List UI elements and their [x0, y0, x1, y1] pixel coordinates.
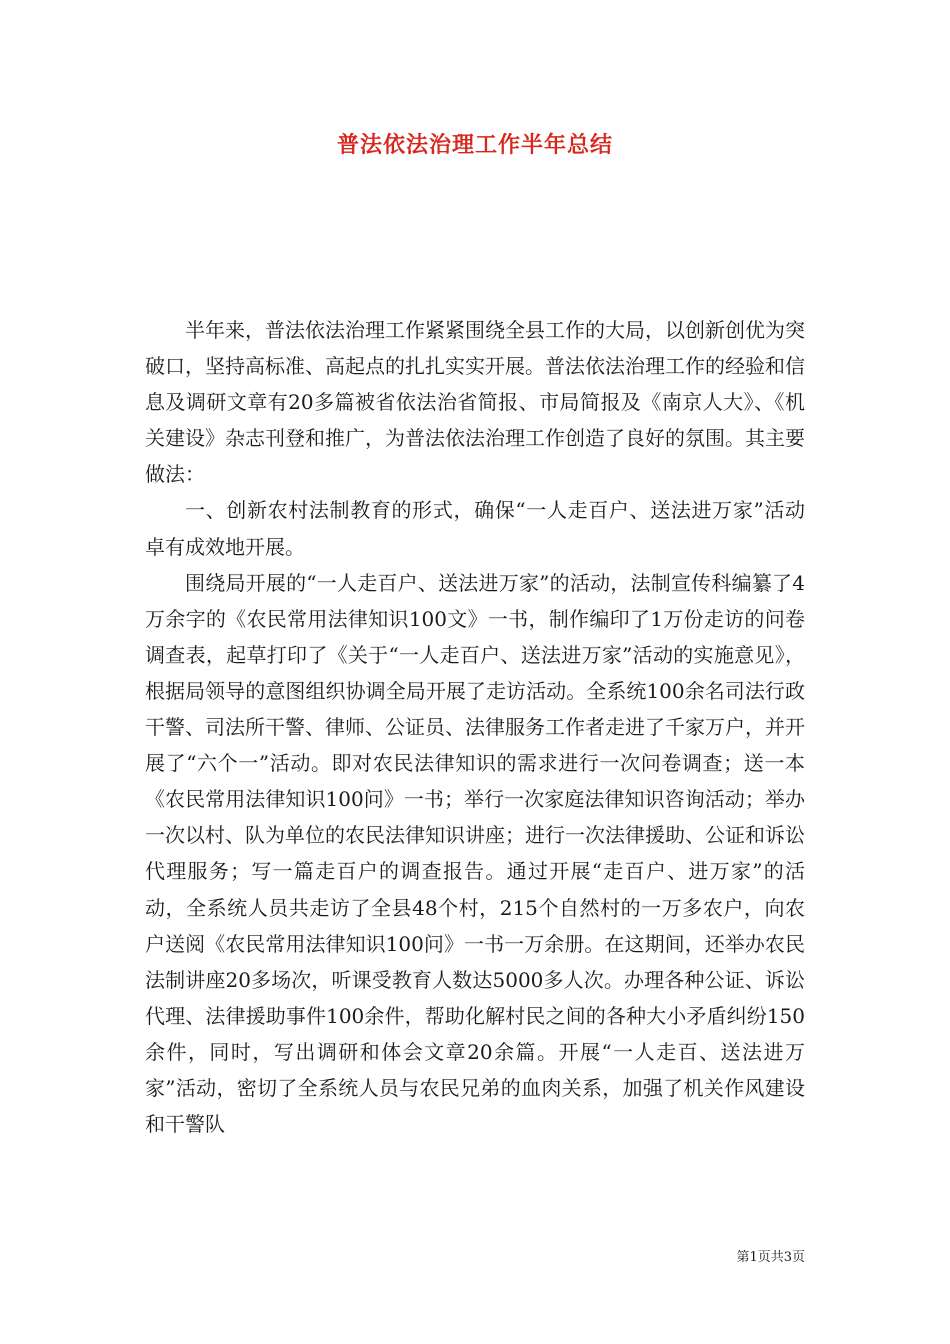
- page-number: 第1页共3页: [736, 1250, 805, 1265]
- document-body: [145, 312, 805, 1142]
- document-title: 普法依法治理工作半年总结: [336, 133, 613, 158]
- paragraph-details: 围绕局开展的“一人走百户、送法进万家”的活动，法制宣传科编纂了4万余字的《农民常用法律知识100文》一书，制作编印了1万份走访的问卷调查表，起草打印了《关于“一人走百户、送法进万家”活动的实施意见》，根据局领导的意图组织协调全局开展了走访活动。全系统100余名司法行政干警、司法所干警、律师、公证员、法律服务工作者走进了千家万户，并开展了“六个一”活动。即对农民法律知识的需求进行一次问卷调查；送一本《农民常用法律知识100问》一书；举行一次家庭法律知识咨询活动；举办一次以村、队为单位的农民法律知识讲座；进行一次法律援助、公证和诉讼代理服务；写一篇走百户的调查报告。通过开展“走百户、进万家”的活动，全系统人员共走访了全县48个村，215个自然村的一万多农户，向农户送阅《农民常用法律知识100问》一书一万余册。在这期间，还举办农民法制讲座20多场次，听课受教育人数达5000多人次。办理各种公证、诉讼代理、法律援助事件100余件，帮助化解村民之间的各种大小矛盾纠纷150余件，同时，写出调研和体会文章20余篇。开展“一人走百、送法进万家”活动，密切了全系统人员与农民兄弟的血肉关系，加强了机关作风建设和干警队: [145, 570, 805, 1137]
- paragraph-section-heading: 一、创新农村法制教育的形式，确保“一人走百户、送法进万家”活动卓有成效地开展。: [145, 498, 805, 559]
- paragraph-intro: 半年来，普法依法治理工作紧紧围绕全县工作的大局，以创新创优为突破口，坚持高标准、高起点的扎扎实实开展。普法依法治理工作的经验和信息及调研文章有20多篇被省依法治省简报、市局简报及《南京人大》、《机关建设》杂志刊登和推广，为普法依法治理工作创造了良好的氛围。其主要做法：: [145, 318, 805, 487]
